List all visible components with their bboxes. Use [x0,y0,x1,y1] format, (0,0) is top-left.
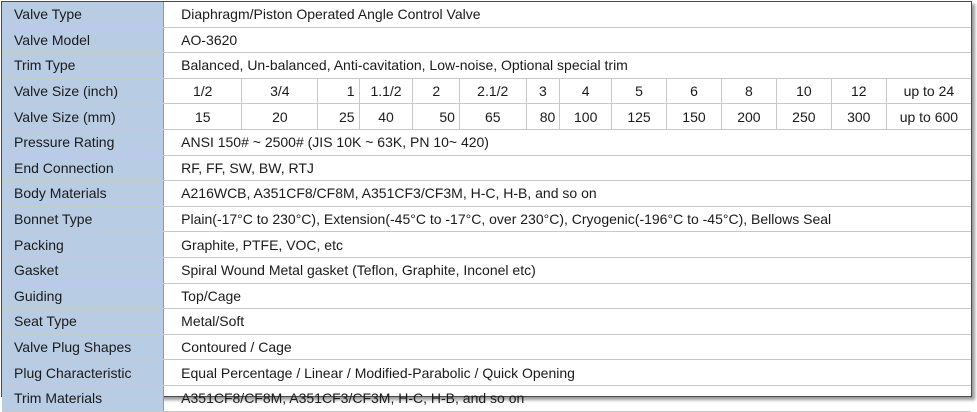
row-value: Equal Percentage / Linear / Modified-Parabolic / Quick Opening [164,360,971,386]
row-label: Gasket [2,257,164,283]
row-plug-characteristic [2,360,971,386]
row-valve-size-mm [2,104,971,130]
size-cell: 125 [612,104,667,130]
row-value: Balanced, Un-balanced, Anti-cavitation, Low-noise, Optional special trim [164,53,971,79]
row-seat-type [2,309,971,335]
size-cell: 2 [413,78,459,104]
size-cell: 40 [359,104,413,130]
spec-table-frame [1,1,972,407]
size-cell: 12 [831,78,886,104]
row-pressure-rating [2,129,971,155]
row-label: Trim Type [2,53,164,79]
row-label: Valve Type [2,2,164,27]
row-label: Plug Characteristic [2,360,164,386]
size-cell: 100 [560,104,612,130]
row-value: A216WCB, A351CF8/CF8M, A351CF3/CF3M, H-C, H-B, and so on [164,181,971,207]
size-cell: 2.1/2 [459,78,526,104]
row-guiding [2,283,971,309]
row-end-connection [2,155,971,181]
size-cell: 1/2 [164,78,242,104]
row-value: Contoured / Cage [164,334,971,360]
size-cell: 10 [776,78,831,104]
size-cell: 200 [721,104,776,130]
size-cell: 25 [318,104,359,130]
row-packing [2,232,971,258]
row-value: Spiral Wound Metal gasket (Teflon, Graphite, Inconel etc) [164,257,971,283]
row-label: Guiding [2,283,164,309]
row-trim-materials [2,385,971,411]
row-value: Plain(-17°C to 230°C), Extension(-45°C to -17°C, over 230°C), Cryogenic(-196°C to -45°C), Bellows Seal [164,206,971,232]
size-cell: 6 [667,78,722,104]
size-cell: up to 24 [886,78,971,104]
size-cell: 20 [242,104,318,130]
row-label: End Connection [2,155,164,181]
size-cell: up to 600 [886,104,971,130]
size-cell: 50 [413,104,459,130]
row-label: Valve Size (mm) [2,104,164,130]
valve-spec-table [2,2,971,412]
row-plug-shapes [2,334,971,360]
row-value: ANSI 150# ~ 2500# (JIS 10K ~ 63K, PN 10~ 420) [164,129,971,155]
size-cell: 65 [459,104,526,130]
row-label: Pressure Rating [2,129,164,155]
size-cell: 15 [164,104,242,130]
row-value: RF, FF, SW, BW, RTJ [164,155,971,181]
row-valve-type [2,2,971,27]
row-valve-size-inch [2,78,971,104]
row-label: Bonnet Type [2,206,164,232]
row-value: AO-3620 [164,27,971,53]
size-cell: 8 [721,78,776,104]
size-cell: 3 [526,78,560,104]
size-cell: 150 [667,104,722,130]
row-bonnet-type [2,206,971,232]
size-cell: 250 [776,104,831,130]
row-value: A351CF8/CF8M, A351CF3/CF3M, H-C, H-B, and so on [164,385,971,411]
size-cell: 80 [526,104,560,130]
row-label: Valve Model [2,27,164,53]
row-trim-type [2,53,971,79]
size-cell: 5 [612,78,667,104]
size-cell: 300 [831,104,886,130]
row-value: Top/Cage [164,283,971,309]
row-value: Metal/Soft [164,309,971,335]
row-label: Valve Size (inch) [2,78,164,104]
row-label: Seat Type [2,309,164,335]
row-gasket [2,257,971,283]
row-body-materials [2,181,971,207]
row-value: Diaphragm/Piston Operated Angle Control Valve [164,2,971,27]
size-cell: 3/4 [242,78,318,104]
size-cell: 4 [560,78,612,104]
row-valve-model [2,27,971,53]
row-label: Body Materials [2,181,164,207]
row-label: Packing [2,232,164,258]
row-label: Valve Plug Shapes [2,334,164,360]
size-cell: 1 [318,78,359,104]
row-value: Graphite, PTFE, VOC, etc [164,232,971,258]
size-cell: 1.1/2 [359,78,413,104]
row-label: Trim Materials [2,385,164,411]
